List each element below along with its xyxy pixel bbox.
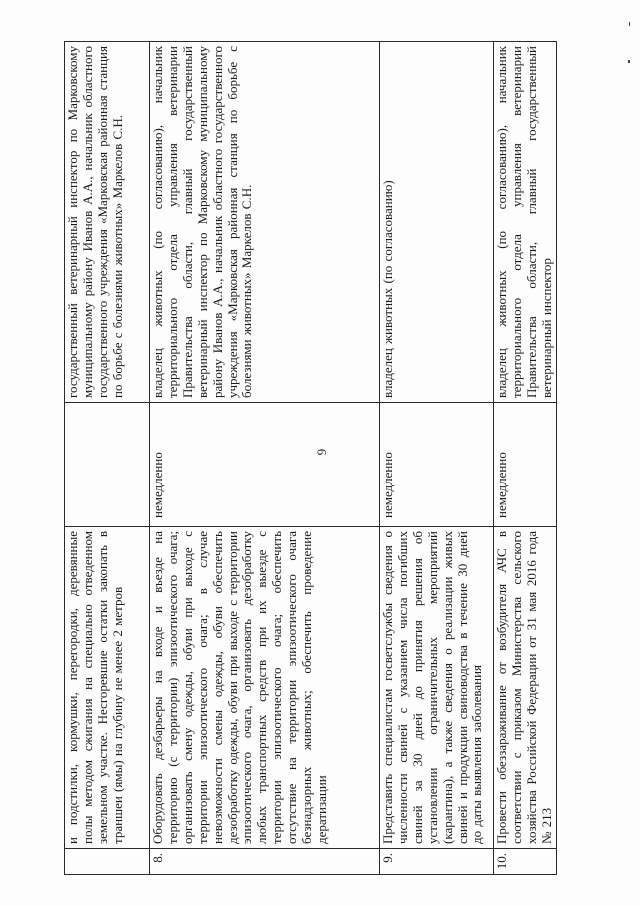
measure-cell: Оборудовать дезбарьеры на входе и въезде на территорию (с территории) эпизоотического очага; организовать смену одежды, обуви при выходе с территории эпизоотического очага; в случае невозможности смены одежды, обуви обеспечить дезобработку одежды, обуви при выходе с территории эпизоотического очага, организовать дезобработку любых транспортных средств при их выезде с территории эпизоотического очага; обеспечить отсутствие на территории эпизоотического очага безнадзорных животных; обеспечить проведение дератизации — [150, 527, 380, 849]
term-cell — [65, 403, 150, 527]
table-row — [380, 42, 494, 875]
responsible-cell: владелец животных (по согласованию), начальник территориального отдела управления ветеринарии Правительства области, главный государственный ветеринарный инспектор по Марковскому муниципальному району Иванов А.А., начальник областного государственного учреждения «Марковская районная станция по борьбе с болезнями животных» Маркелов С.Н. — [150, 42, 380, 403]
term-cell: немедленно — [380, 403, 494, 527]
responsible-cell: государственный ветеринарный инспектор по Марковскому муниципальному району Иванов А.А., начальник областного государственного учреждения «Марковская районная станция по борьбе с болезнями животных» Маркелов С.Н. — [65, 42, 150, 403]
page-number: 6 — [314, 448, 330, 456]
measure-cell: Провести обеззараживание от возбудителя АЧС в соответствии с приказом Министерства сельского хозяйства Российской Федерации от 31 мая 2016 года № 213 — [494, 527, 557, 849]
row-number: 10. — [494, 849, 557, 875]
responsible-cell: владелец животных (по согласованию) — [380, 42, 494, 403]
scan-mark — [628, 60, 630, 63]
row-number: 9. — [380, 849, 494, 875]
measures-table-rotated — [64, 42, 604, 875]
responsible-cell: владелец животных (по согласованию), начальник территориального отдела управления ветеринарии Правительства области, главный государственный ветеринарный инспектор — [494, 42, 557, 403]
measures-table — [64, 41, 557, 875]
scan-mark — [629, 22, 630, 26]
term-cell: немедленно — [150, 403, 380, 527]
row-number: 8. — [150, 849, 380, 875]
measure-cell: и подстилки, кормушки, перегородки, деревянные полы методом сжигания на специально отведенном земельном участке. Несгоревшие остатки закопать в траншеи (ямы) на глубину не менее 2 метров — [65, 527, 150, 849]
measure-cell: Представить специалистам госветслужбы сведения о численности свиней с указанием числа погибших свиней за 30 дней до принятия решения об установлении ограничительных мероприятий (карантина), а также сведения о реализации живых свиней и продукции свиноводства в течение 30 дней до даты выявления заболевания — [380, 527, 494, 849]
table-row — [150, 42, 380, 875]
table-row — [65, 42, 150, 875]
table-row — [494, 42, 557, 875]
row-number — [65, 849, 150, 875]
term-cell: немедленно — [494, 403, 557, 527]
